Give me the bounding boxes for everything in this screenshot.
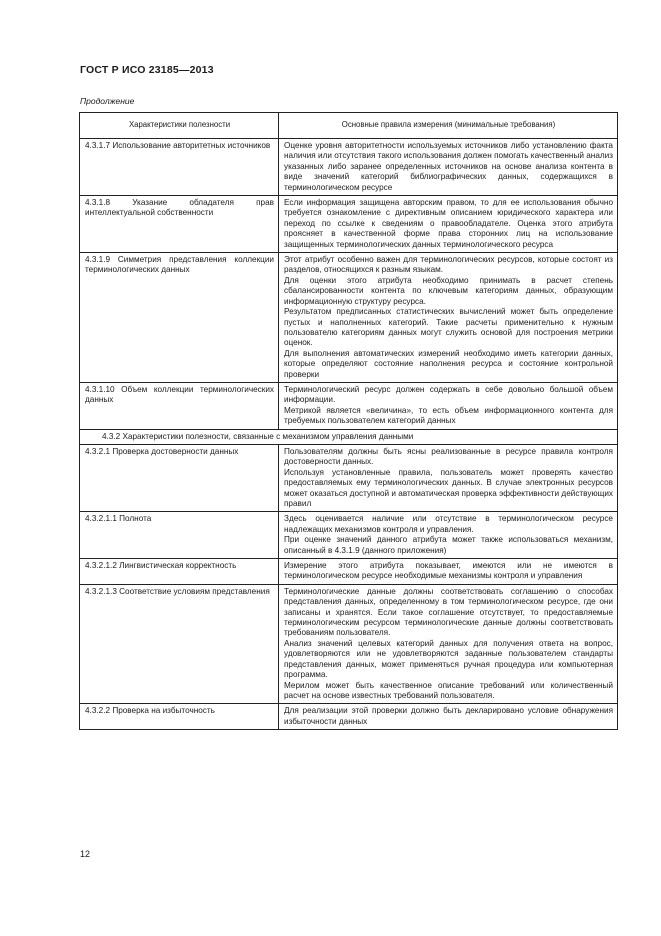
rule-paragraph: Анализ значений целевых категорий данных для получения ответа на вопрос, удовлетворяются или не удовлетворяются заданные пользователем стандарты представления данных, может применяться ручная процедура или компьютерная программа. bbox=[284, 638, 613, 680]
table-row bbox=[80, 704, 618, 730]
rule-paragraph: Метрикой является «величина», то есть объем информационного контента для требуемых пользователем категорий данных bbox=[284, 405, 613, 426]
rule-paragraph: Используя установленные правила, пользователь может проверять качество предоставляемых ему терминологических данных. В случае электронных ресурсов может оказаться доступной и автоматическая проверка эффективности действующих правил bbox=[284, 467, 613, 508]
characteristic-cell: 4.3.1.10 Объем коллекции терминологических данных bbox=[80, 382, 279, 429]
rule-paragraph: Если информация защищена авторским правом, то для ее использования обычно требуется ознакомление с директивным описанием юридического характера или переход по ссылке к сведениям о правообладателе. Оценка этого атрибута проясняет в качественной форме права сторонних лиц на использование защищенных терминологических данных терминологического ресурса bbox=[284, 198, 613, 249]
rule-paragraph: Для оценки этого атрибута необходимо принимать в расчет степень сбалансированности контента по ключевым категориям данных, образующим информационную структуру ресурса. bbox=[284, 275, 613, 306]
characteristic-cell: 4.3.2.2 Проверка на избыточность bbox=[80, 704, 279, 730]
table-row bbox=[80, 196, 618, 253]
table-row bbox=[80, 139, 618, 196]
rule-paragraph: Результатом предписанных статистических вычислений может быть определение пустых и наполненных категорий. Такие расчеты применительно к нужным пользователю категориям данных могут служить основой для построения метрики оценок. bbox=[284, 307, 613, 348]
section-row bbox=[80, 429, 618, 444]
characteristic-cell: 4.3.1.7 Использование авторитетных источников bbox=[80, 139, 279, 196]
rules-cell bbox=[279, 512, 618, 559]
table-row bbox=[80, 584, 618, 703]
rules-cell bbox=[279, 704, 618, 730]
characteristic-cell: 4.3.1.9 Симметрия представления коллекции терминологических данных bbox=[80, 253, 279, 383]
rule-paragraph: Здесь оценивается наличие или отсутствие в терминологическом ресурсе надлежащих механизмов контроля и управления. bbox=[284, 514, 613, 534]
page-number: 12 bbox=[80, 849, 91, 859]
rule-paragraph: Измерение этого атрибута показывает, имеются или не имеются в терминологическом ресурсе необходимые механизмы контроля и управления bbox=[284, 561, 613, 581]
document-header: ГОСТ Р ИСО 23185—2013 bbox=[80, 64, 214, 76]
rule-paragraph: Терминологические данные должны соответствовать соглашению о способах представления данных, определенному в том терминологическом ресурсе, где они записаны и хранятся. Если такое соглашение отсутствует, то предоставляемые терминологическим ресурсом терминологические данные должны соответствовать требованиям пользователя. bbox=[284, 586, 613, 638]
rule-paragraph: Терминологический ресурс должен содержать в себе довольно большой объем информации. bbox=[284, 384, 613, 405]
rule-paragraph: Пользователям должны быть ясны реализованные в ресурсе правила контроля достоверности данных. bbox=[284, 446, 613, 467]
rules-cell bbox=[279, 559, 618, 585]
table-row bbox=[80, 382, 618, 429]
rules-cell bbox=[279, 584, 618, 703]
characteristic-cell: 4.3.2.1.3 Соответствие условиям представления bbox=[80, 584, 279, 703]
characteristic-cell: 4.3.1.8 Указание обладателя прав интеллектуальной собственности bbox=[80, 196, 279, 253]
table-row bbox=[80, 444, 618, 511]
section-heading: 4.3.2 Характеристики полезности, связанные с механизмом управления данными bbox=[80, 429, 618, 444]
continuation-label: Продолжение bbox=[80, 96, 135, 106]
rules-cell bbox=[279, 382, 618, 429]
rule-paragraph: Мерилом может быть качественное описание требований или количественный расчет на основе известных требований пользователя. bbox=[284, 680, 613, 700]
rule-paragraph: Этот атрибут особенно важен для терминологических ресурсов, которые состоят из разделов, относящихся к разным языкам. bbox=[284, 255, 613, 275]
rules-cell bbox=[279, 139, 618, 196]
characteristic-cell: 4.3.2.1.1 Полнота bbox=[80, 512, 279, 559]
utility-characteristics-table bbox=[79, 112, 618, 730]
rules-cell bbox=[279, 444, 618, 511]
table-row bbox=[80, 253, 618, 383]
rule-paragraph: При оценке значений данного атрибута может также использоваться механизм, описанный в 4.3.1.9 (данного приложения) bbox=[284, 535, 613, 555]
table-row bbox=[80, 512, 618, 559]
characteristic-cell: 4.3.2.1 Проверка достоверности данных bbox=[80, 444, 279, 511]
rules-cell bbox=[279, 196, 618, 253]
column-header-rules: Основные правила измерения (минимальные требования) bbox=[279, 113, 618, 139]
rule-paragraph: Для реализации этой проверки должно быть декларировано условие обнаружения избыточности данных bbox=[284, 706, 613, 726]
characteristic-cell: 4.3.2.1.2 Лингвистическая корректность bbox=[80, 559, 279, 585]
column-header-characteristic: Характеристики полезности bbox=[80, 113, 279, 139]
rule-paragraph: Для выполнения автоматических измерений необходимо иметь категории данных, которые определяют состояние наполнения ресурса и состояние контрольной проверки bbox=[284, 348, 613, 379]
rule-paragraph: Оценке уровня авторитетности используемых источников либо установлению факта наличия или отсутствия такого использования должен помогать качественный анализ указанных либо заранее определенных источников на основе анализа контента в виде значений категорий библиографических данных, содержащихся в терминологическом ресурсе bbox=[284, 141, 613, 192]
table-header-row bbox=[80, 113, 618, 139]
rules-cell bbox=[279, 253, 618, 383]
table-row bbox=[80, 559, 618, 585]
